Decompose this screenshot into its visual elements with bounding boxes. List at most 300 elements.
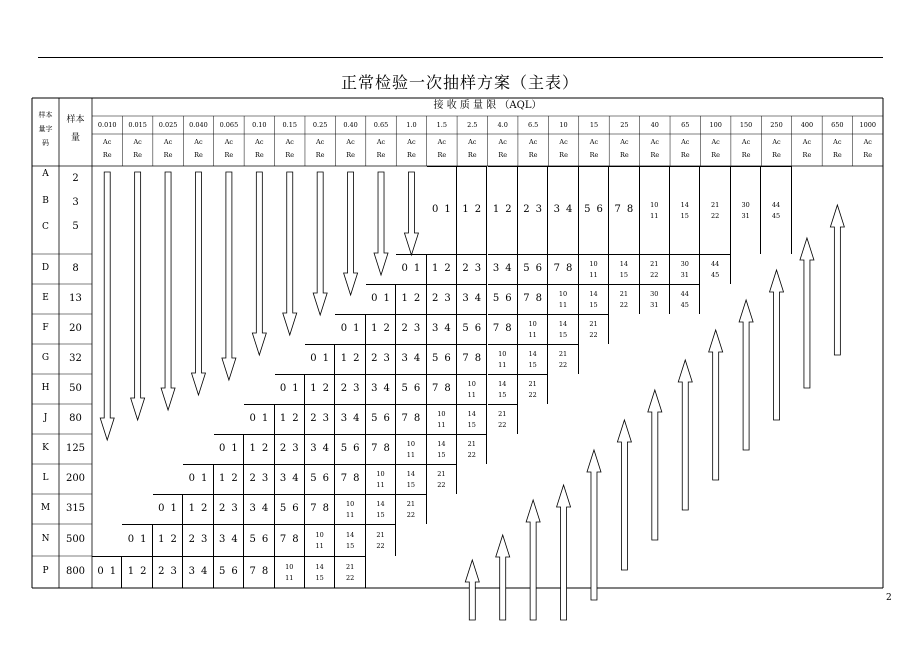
ac-value: 0 xyxy=(219,443,226,455)
ac-re-cell xyxy=(275,374,305,404)
aql-value-100: 100 xyxy=(709,121,722,129)
ac-value: 1 xyxy=(371,323,378,335)
ac-re-cell xyxy=(609,254,639,284)
ac-re-cell xyxy=(335,404,365,434)
ac-value: 5 xyxy=(584,204,591,216)
down-arrow-icon xyxy=(283,172,297,335)
ac-value: 0 xyxy=(97,566,104,578)
re-value: 6 xyxy=(353,443,360,455)
up-arrow-icon xyxy=(587,450,601,600)
row-sample-size: 80 xyxy=(69,413,82,424)
ac-re-cell xyxy=(366,374,396,404)
aql-value-1000: 1000 xyxy=(859,121,877,129)
ac-re-cell xyxy=(214,434,244,464)
ac-label: Ac xyxy=(498,138,507,146)
ac-re-cell xyxy=(609,166,639,254)
ac-value: 21 xyxy=(498,410,507,419)
ac-value: 3 xyxy=(462,293,469,305)
re-value: 3 xyxy=(261,473,269,485)
ac-value: 14 xyxy=(498,380,507,389)
re-value: 2 xyxy=(170,534,177,546)
ac-value: 0 xyxy=(340,323,348,335)
ac-re-cell xyxy=(427,166,457,254)
re-label: Re xyxy=(528,151,538,159)
ac-value: 2 xyxy=(523,204,530,216)
ac-re-cell xyxy=(488,254,518,284)
ac-re-cell xyxy=(275,556,305,588)
ac-value: 2 xyxy=(401,323,408,335)
ac-value: 3 xyxy=(340,413,348,425)
ac-re-cell xyxy=(335,464,365,494)
ac-re-cell xyxy=(427,284,457,314)
ac-re-cell xyxy=(275,494,305,524)
up-arrow-icon xyxy=(557,485,571,620)
ac-re-cell xyxy=(609,284,639,314)
re-value: 2 xyxy=(413,293,421,305)
ac-value: 0 xyxy=(371,293,378,305)
ac-re-cell xyxy=(427,434,457,464)
ac-re-cell xyxy=(457,254,487,284)
code-column-header: 量字 xyxy=(38,125,53,133)
ac-re-cell xyxy=(640,254,670,284)
ac-label: Ac xyxy=(255,138,264,146)
re-value: 1 xyxy=(140,534,147,546)
ac-re-cell xyxy=(427,404,457,434)
ac-value: 7 xyxy=(310,503,317,515)
ac-re-cell xyxy=(335,556,365,588)
ac-value: 5 xyxy=(523,263,530,275)
re-value: 4 xyxy=(413,353,421,365)
ac-re-cell xyxy=(153,556,183,588)
ac-value: 14 xyxy=(406,470,416,479)
re-value: 1 xyxy=(383,293,390,305)
re-value: 22 xyxy=(619,300,629,309)
ac-value: 2 xyxy=(431,293,439,305)
re-label: Re xyxy=(102,151,112,159)
re-value: 22 xyxy=(711,211,720,220)
re-value: 22 xyxy=(467,450,476,459)
ac-re-cell xyxy=(457,314,487,344)
ac-re-cell xyxy=(579,314,609,344)
up-arrow-icon xyxy=(800,238,814,388)
re-label: Re xyxy=(133,151,142,159)
ac-value: 10 xyxy=(498,350,507,359)
ac-re-cell xyxy=(366,314,396,344)
re-value: 2 xyxy=(231,473,238,485)
ac-re-cell xyxy=(335,314,365,344)
re-value: 1 xyxy=(170,503,177,515)
ac-re-cell xyxy=(670,284,700,314)
code-column-header: 样本 xyxy=(38,111,53,119)
ac-re-cell xyxy=(214,524,244,556)
re-value: 22 xyxy=(498,420,507,429)
row-code: G xyxy=(41,353,50,363)
ac-value: 7 xyxy=(462,353,469,365)
re-value: 4 xyxy=(353,413,360,425)
re-value: 8 xyxy=(566,263,573,275)
up-arrow-icon xyxy=(496,535,510,620)
ac-value: 21 xyxy=(406,500,416,509)
aql-value-0.15: 0.15 xyxy=(282,121,297,129)
ac-re-cell xyxy=(457,284,487,314)
re-value: 3 xyxy=(200,534,208,546)
re-value: 3 xyxy=(413,323,421,335)
re-value: 6 xyxy=(413,383,421,395)
ac-re-cell xyxy=(305,404,335,434)
re-value: 22 xyxy=(528,390,537,399)
ac-value: 10 xyxy=(589,260,598,269)
ac-re-cell xyxy=(122,556,152,588)
re-value: 8 xyxy=(322,503,330,515)
aql-value-40: 40 xyxy=(650,121,659,129)
ac-re-cell xyxy=(518,166,548,254)
ac-label: Ac xyxy=(833,138,842,146)
ac-value: 10 xyxy=(558,290,568,299)
ac-value: 21 xyxy=(558,350,568,359)
size-column-header: 样本 xyxy=(66,115,85,125)
re-value: 3 xyxy=(322,413,330,425)
re-value: 2 xyxy=(444,263,451,275)
re-value: 11 xyxy=(376,480,385,489)
re-value: 2 xyxy=(505,204,512,216)
ac-label: Ac xyxy=(376,138,386,146)
aql-value-0.25: 0.25 xyxy=(312,121,328,129)
row-code: N xyxy=(41,534,50,544)
re-value: 15 xyxy=(528,360,537,369)
ac-re-cell xyxy=(214,556,244,588)
ac-value: 0 xyxy=(188,473,195,485)
aql-value-65: 65 xyxy=(681,121,690,129)
re-label: Re xyxy=(437,151,447,159)
re-value: 22 xyxy=(437,480,446,489)
ac-re-cell xyxy=(670,254,700,284)
ac-value: 5 xyxy=(219,566,226,578)
ac-value: 21 xyxy=(711,201,720,210)
re-label: Re xyxy=(467,151,477,159)
ac-value: 7 xyxy=(279,534,287,546)
re-label: Re xyxy=(589,151,599,159)
row-sample-size: 315 xyxy=(65,503,86,514)
aql-header: 接 收 质 量 限 （AQL） xyxy=(433,100,542,111)
ac-value: 2 xyxy=(340,383,348,395)
ac-value: 2 xyxy=(310,413,317,425)
ac-label: Ac xyxy=(103,138,112,146)
ac-re-cell xyxy=(396,284,426,314)
page-title: 正常检验一次抽样方案（主表） xyxy=(340,73,579,92)
up-arrow-icon xyxy=(678,360,692,510)
re-value: 22 xyxy=(650,270,659,279)
re-value: 6 xyxy=(596,204,603,216)
row-sample-size: 2 xyxy=(72,173,79,184)
re-value: 4 xyxy=(261,503,269,515)
ac-re-cell xyxy=(579,254,609,284)
re-label: Re xyxy=(498,151,508,159)
ac-re-cell xyxy=(457,404,487,434)
re-value: 15 xyxy=(558,330,568,339)
ac-re-cell xyxy=(183,524,213,556)
up-arrow-icon xyxy=(739,300,753,450)
ac-value: 10 xyxy=(467,380,476,389)
ac-re-cell xyxy=(518,284,548,314)
ac-re-cell xyxy=(335,494,365,524)
re-value: 8 xyxy=(626,204,634,216)
ac-re-cell xyxy=(305,434,335,464)
ac-value: 1 xyxy=(310,383,317,395)
re-label: Re xyxy=(832,151,842,159)
re-value: 22 xyxy=(558,360,568,369)
row-code: J xyxy=(43,413,48,423)
ac-re-cell xyxy=(396,254,426,284)
ac-re-cell xyxy=(488,284,518,314)
ac-label: Ac xyxy=(346,138,355,146)
aql-value-25: 25 xyxy=(620,121,629,129)
re-value: 2 xyxy=(353,353,360,365)
ac-re-cell xyxy=(366,344,396,374)
aql-value-0.65: 0.65 xyxy=(373,121,389,129)
row-sample-size: 200 xyxy=(65,473,86,484)
ac-value: 10 xyxy=(650,201,659,210)
ac-re-cell xyxy=(518,374,548,404)
ac-value: 1 xyxy=(127,566,135,578)
up-arrow-icon xyxy=(709,330,723,480)
ac-re-cell xyxy=(548,314,578,344)
re-value: 22 xyxy=(345,573,355,582)
re-label: Re xyxy=(163,151,173,159)
re-value: 6 xyxy=(474,323,482,335)
ac-re-cell xyxy=(305,374,335,404)
ac-re-cell xyxy=(335,434,365,464)
ac-re-cell xyxy=(335,374,365,404)
ac-label: Ac xyxy=(285,138,294,146)
aql-value-650: 650 xyxy=(831,121,844,129)
re-label: Re xyxy=(285,151,295,159)
re-label: Re xyxy=(376,151,386,159)
re-value: 4 xyxy=(383,383,390,395)
ac-re-cell xyxy=(427,464,457,494)
aql-value-250: 250 xyxy=(770,121,783,129)
ac-value: 2 xyxy=(188,534,195,546)
re-value: 15 xyxy=(498,390,507,399)
ac-value: 21 xyxy=(619,290,629,299)
ac-value: 7 xyxy=(340,473,348,485)
ac-re-cell xyxy=(548,166,578,254)
re-value: 3 xyxy=(231,503,238,515)
re-value: 3 xyxy=(170,566,177,578)
ac-value: 30 xyxy=(650,290,659,299)
ac-re-cell xyxy=(640,166,670,254)
re-value: 6 xyxy=(292,503,299,515)
re-value: 22 xyxy=(376,541,385,550)
re-value: 8 xyxy=(535,293,542,305)
ac-label: Ac xyxy=(468,138,477,146)
ac-re-cell xyxy=(305,344,335,374)
ac-value: 14 xyxy=(345,531,355,540)
ac-value: 3 xyxy=(553,204,561,216)
ac-value: 1 xyxy=(462,204,469,216)
down-arrow-icon xyxy=(131,172,145,420)
ac-value: 21 xyxy=(589,320,598,329)
re-label: Re xyxy=(346,151,355,159)
re-value: 4 xyxy=(292,473,299,485)
ac-value: 21 xyxy=(650,260,659,269)
ac-value: 5 xyxy=(492,293,500,305)
ac-value: 5 xyxy=(279,503,287,515)
ac-value: 1 xyxy=(279,413,287,425)
ac-re-cell xyxy=(670,166,700,254)
re-value: 8 xyxy=(292,534,299,546)
re-label: Re xyxy=(802,151,812,159)
ac-label: Ac xyxy=(650,138,659,146)
re-value: 15 xyxy=(680,211,689,220)
ac-re-cell xyxy=(396,464,426,494)
re-value: 3 xyxy=(292,443,299,455)
re-value: 11 xyxy=(558,300,568,309)
ac-re-cell xyxy=(366,434,396,464)
ac-value: 0 xyxy=(279,383,287,395)
ac-label: Ac xyxy=(620,138,629,146)
ac-re-cell xyxy=(700,166,730,254)
ac-value: 5 xyxy=(340,443,348,455)
ac-label: Ac xyxy=(741,138,751,146)
re-value: 4 xyxy=(566,204,573,216)
down-arrow-icon xyxy=(222,172,236,380)
re-value: 4 xyxy=(444,323,451,335)
ac-re-cell xyxy=(244,404,274,434)
ac-value: 0 xyxy=(401,263,408,275)
re-value: 1 xyxy=(231,443,238,455)
row-sample-size: 500 xyxy=(65,534,86,545)
row-code: K xyxy=(42,443,49,453)
ac-re-cell xyxy=(396,434,426,464)
aql-value-0.065: 0.065 xyxy=(219,121,239,129)
re-value: 8 xyxy=(474,353,482,365)
re-value: 3 xyxy=(535,204,542,216)
ac-re-cell xyxy=(518,344,548,374)
aql-value-0.025: 0.025 xyxy=(158,121,178,129)
ac-value: 7 xyxy=(553,263,561,275)
re-value: 4 xyxy=(505,263,512,275)
ac-re-cell xyxy=(244,556,274,588)
ac-re-cell xyxy=(548,284,578,314)
aql-value-2.5: 2.5 xyxy=(467,121,478,129)
ac-value: 14 xyxy=(680,201,689,210)
re-label: Re xyxy=(741,151,751,159)
ac-value: 1 xyxy=(431,263,439,275)
ac-value: 14 xyxy=(528,350,537,359)
re-value: 1 xyxy=(413,263,421,275)
ac-value: 21 xyxy=(467,440,476,449)
aql-value-0.10: 0.10 xyxy=(252,121,267,129)
ac-value: 5 xyxy=(462,323,469,335)
ac-value: 3 xyxy=(188,566,195,578)
re-label: Re xyxy=(711,151,721,159)
ac-value: 1 xyxy=(249,443,256,455)
up-arrow-icon xyxy=(465,560,479,620)
re-label: Re xyxy=(254,151,264,159)
re-value: 6 xyxy=(444,353,451,365)
ac-value: 10 xyxy=(285,563,294,572)
re-value: 4 xyxy=(231,534,238,546)
ac-re-cell xyxy=(396,374,426,404)
up-arrow-icon xyxy=(830,205,844,355)
re-label: Re xyxy=(315,151,325,159)
re-value: 2 xyxy=(140,566,147,578)
re-value: 45 xyxy=(771,211,781,220)
re-value: 15 xyxy=(619,270,629,279)
ac-re-cell xyxy=(214,464,244,494)
ac-value: 14 xyxy=(467,410,476,419)
re-value: 1 xyxy=(353,323,360,335)
ac-value: 7 xyxy=(523,293,530,305)
ac-re-cell xyxy=(518,254,548,284)
ac-value: 14 xyxy=(589,290,598,299)
ac-value: 0 xyxy=(310,353,317,365)
aql-value-0.40: 0.40 xyxy=(343,121,358,129)
ac-value: 7 xyxy=(371,443,378,455)
down-arrow-icon xyxy=(161,172,175,410)
row-sample-size: 32 xyxy=(69,353,82,364)
row-code: C xyxy=(42,222,49,233)
ac-re-cell xyxy=(548,344,578,374)
ac-re-cell xyxy=(396,494,426,524)
ac-value: 5 xyxy=(431,353,439,365)
re-value: 4 xyxy=(200,566,208,578)
ac-label: Ac xyxy=(559,138,568,146)
ac-value: 10 xyxy=(437,410,446,419)
ac-label: Ac xyxy=(163,138,173,146)
ac-re-cell xyxy=(305,494,335,524)
ac-re-cell xyxy=(396,314,426,344)
down-arrow-icon xyxy=(100,172,114,440)
ac-value: 5 xyxy=(310,473,317,485)
code-column-header: 码 xyxy=(42,139,49,147)
re-value: 1 xyxy=(261,413,269,425)
ac-re-cell xyxy=(427,344,457,374)
page-number: 2 xyxy=(886,593,892,603)
re-value: 4 xyxy=(322,443,330,455)
aql-value-150: 150 xyxy=(739,121,753,129)
re-value: 4 xyxy=(474,293,482,305)
aql-value-0.010: 0.010 xyxy=(97,121,117,129)
ac-re-cell xyxy=(244,464,274,494)
re-value: 15 xyxy=(437,450,446,459)
aql-value-4.0: 4.0 xyxy=(497,121,508,129)
ac-re-cell xyxy=(366,464,396,494)
ac-value: 2 xyxy=(158,566,165,578)
ac-re-cell xyxy=(335,524,365,556)
ac-value: 7 xyxy=(492,323,500,335)
ac-re-cell xyxy=(366,284,396,314)
re-value: 1 xyxy=(322,353,330,365)
ac-label: Ac xyxy=(194,138,203,146)
down-arrow-icon xyxy=(344,172,358,295)
ac-label: Ac xyxy=(224,138,234,146)
ac-value: 2 xyxy=(249,473,256,485)
down-arrow-icon xyxy=(374,172,388,275)
ac-re-cell xyxy=(548,254,578,284)
ac-value: 3 xyxy=(310,443,317,455)
ac-re-cell xyxy=(366,404,396,434)
ac-value: 3 xyxy=(219,534,226,546)
down-arrow-icon xyxy=(252,172,266,355)
ac-re-cell xyxy=(305,464,335,494)
re-value: 6 xyxy=(535,263,542,275)
re-value: 8 xyxy=(353,473,360,485)
ac-re-cell xyxy=(457,166,487,254)
up-arrow-icon xyxy=(526,500,540,620)
re-value: 1 xyxy=(292,383,299,395)
ac-re-cell xyxy=(457,434,487,464)
